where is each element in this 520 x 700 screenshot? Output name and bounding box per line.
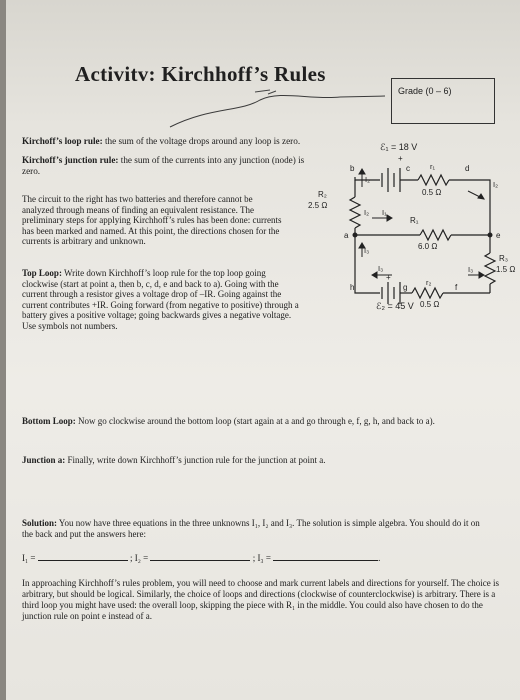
answer-i2-label: ; I₂ =	[129, 553, 149, 563]
resistor-r3	[485, 253, 495, 284]
bottom-loop-paragraph	[22, 416, 492, 427]
loop-rule	[22, 136, 322, 147]
r2-label: R₂	[318, 190, 327, 199]
resistor-r2	[350, 197, 360, 228]
answer-i1-blank[interactable]	[38, 552, 128, 561]
node-a: a	[344, 231, 349, 240]
loop-rule-term: Kirchoff’s loop rule:	[22, 136, 103, 146]
i3-right-label: I₃	[468, 265, 474, 274]
junction-a-paragraph	[22, 455, 492, 466]
solution-text: You now have three equations in the three unknowns I₁, I₂ and I₃. The solution is simple algebra. You should do it on the back and put the answers here:	[22, 518, 480, 539]
solution-term: Solution:	[22, 518, 58, 528]
i3-bottom-label: I₃	[378, 264, 384, 273]
loop-rule-text: the sum of the voltage drops around any loop is zero.	[102, 136, 301, 146]
r-mid-value: 6.0 Ω	[418, 242, 438, 251]
grade-label: Grade (0 – 6)	[398, 86, 452, 96]
r-left-value: 2.5 Ω	[308, 201, 328, 210]
node-b: b	[350, 164, 355, 173]
resistor-r-bottom	[412, 288, 443, 298]
junction-rule	[22, 155, 312, 177]
battery-top	[382, 168, 400, 192]
circuit-diagram	[300, 135, 515, 310]
answer-i3-blank[interactable]	[273, 552, 381, 563]
i2-right-label: I₂	[493, 180, 498, 189]
answer-line	[22, 552, 492, 564]
node-d: d	[465, 164, 470, 173]
node-f: f	[455, 283, 458, 292]
i3-left-label: I₃	[364, 246, 370, 255]
grade-box	[391, 78, 495, 124]
i1-label: I₁	[382, 208, 387, 217]
battery-top-plus: +	[398, 154, 403, 163]
junction-a-text: Finally, write down Kirchhoff’s junction rule for the junction at point a.	[65, 455, 326, 465]
top-loop-paragraph	[22, 268, 300, 332]
resistor-r-top	[418, 175, 449, 185]
i2-top-label: I₂	[365, 175, 370, 184]
junction-a-term: Junction a:	[22, 455, 66, 465]
node-h: h	[350, 283, 355, 292]
r-top-value: 0.5 Ω	[422, 188, 442, 197]
emf1-label: ℰ₁ = 18 V	[380, 142, 418, 152]
battery-bottom-plus: +	[386, 273, 391, 282]
bottom-loop-text: Now go clockwise around the bottom loop (start again at a and go through e, f, g, h, and back to a).	[75, 416, 435, 426]
solution-paragraph	[22, 518, 492, 539]
resistor-r1	[420, 230, 451, 240]
answer-i3-label: ; I₃ =	[252, 553, 271, 563]
junction-rule-text: the sum of the currents into any junction (node) is zero.	[22, 155, 305, 176]
r-bottom-small-label: r₂	[426, 278, 432, 287]
node-c: c	[406, 164, 410, 173]
r-right-value: 1.5 Ω	[496, 265, 515, 274]
intro-paragraph: The circuit to the right has two batteries and therefore cannot be analyzed through means of finding an equivalent resistance. The preliminary steps for applying Kirchhoff’s rules has been done: currents has been marked and named. At this point, the directions chosen for the currents is arbitrary and unknown.	[22, 194, 282, 247]
title-scribble	[150, 82, 390, 132]
bottom-loop-term: Bottom Loop:	[22, 416, 76, 426]
page-title: Activitv: Kirchhoff’s Rules	[75, 62, 326, 86]
top-loop-text: Write down Kirchhoff’s loop rule for the top loop going clockwise (start at point a, then b, c, d, e and back to a). Going with the current through a resistor gives a voltage drop of –IR. Going against the current contributes +IR. Going forward (from negative to positive) through a battery gives a positive voltage; going backwards gives a negative voltage. Use symbols not numbers.	[22, 268, 299, 332]
r3-label: R₃	[499, 254, 509, 263]
answer-i1-label: I₁ =	[22, 553, 36, 563]
emf2-label: ℰ₂ = 45 V	[376, 301, 414, 310]
node-e: e	[496, 231, 501, 240]
r-bottom-value: 0.5 Ω	[420, 300, 440, 309]
r1-label: R₁	[410, 216, 419, 225]
i2-mid-label: I₂	[364, 208, 369, 217]
top-loop-term: Top Loop:	[22, 268, 62, 278]
node-g: g	[403, 283, 408, 292]
r-top-small-label: r₁	[430, 162, 436, 171]
junction-rule-term: Kirchoff’s junction rule:	[22, 155, 119, 165]
answer-i2-blank[interactable]	[150, 552, 250, 561]
answer-end: .	[378, 553, 381, 563]
closing-paragraph: In approaching Kirchhoff’s rules problem, you will need to choose and mark current labels and directions for yourself. The choice is arbitrary, but should be logical. Similarly, the choice of loops and directions (clockwise of counterclockwise) is arbitrary. There is a third loop you might have used: the overall loop, skipping the piece with R₁ in the middle. You could also have chosen to do the junction rule on point e instead of a.	[22, 578, 500, 621]
